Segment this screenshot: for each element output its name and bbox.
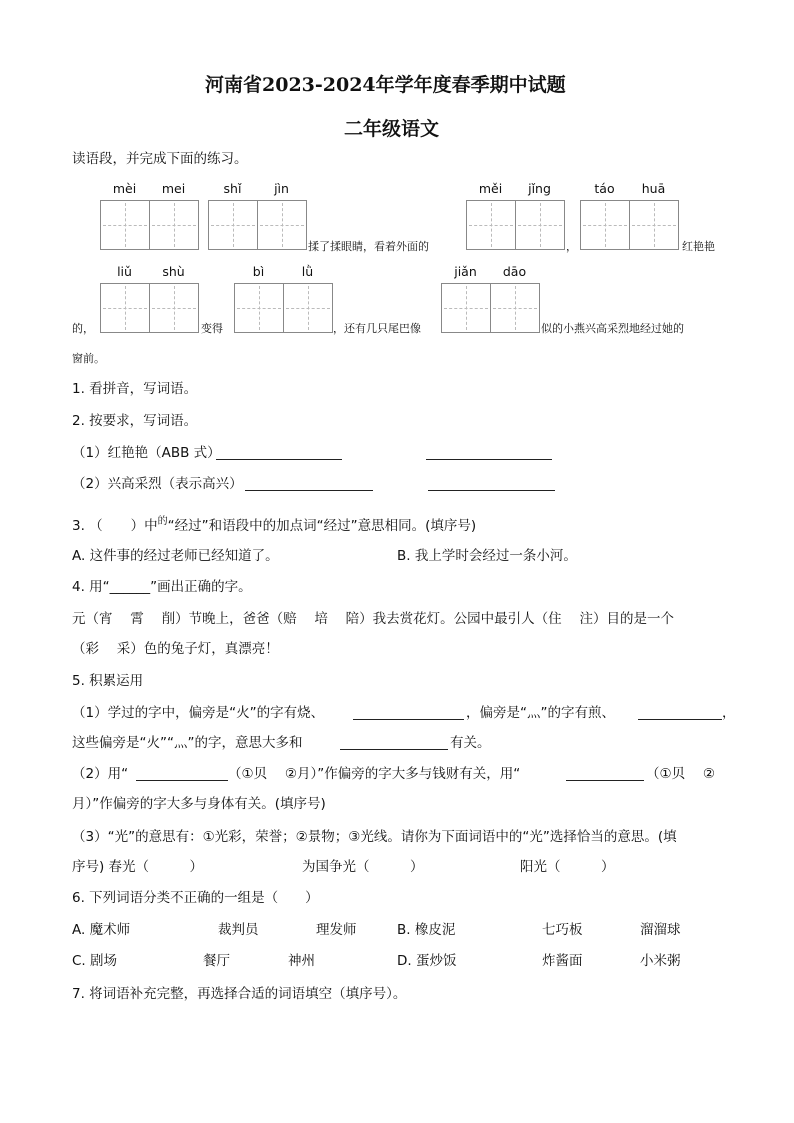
passage-text: ，还有几只尾巴像 [333, 322, 421, 335]
pinyin: shǐ [223, 181, 242, 196]
q6-b1: B. 橡皮泥 [397, 922, 456, 938]
answer-line[interactable] [353, 719, 464, 720]
pinyin: liǔ [117, 264, 132, 279]
question-7: 7. 将词语补充完整，再选择合适的词语填空（填序号）。 [72, 986, 407, 1002]
passage-text: 变得 [201, 322, 223, 335]
pinyin: lǜ [301, 264, 314, 279]
pinyin: mei [161, 181, 186, 196]
pinyin: měi [478, 181, 503, 196]
pinyin: jiǎn [454, 264, 477, 279]
answer-line[interactable] [245, 490, 373, 491]
answer-line[interactable] [136, 780, 228, 781]
answer-line[interactable] [638, 719, 722, 720]
question-4-line2: （彩 采）色的兔子灯，真漂亮！ [72, 641, 279, 657]
option-a: A. 这件事的经过老师已经知道了。 [72, 548, 279, 564]
q6-c1: C. 剧场 [72, 953, 118, 969]
passage-text: 红艳艳 [682, 240, 715, 253]
q6-a2: 裁判员 [218, 922, 259, 938]
q6-c3: 神州 [288, 953, 315, 969]
q6-d2: 炸酱面 [542, 953, 583, 969]
q3-mid: ）中 [130, 518, 158, 534]
question-5: 5. 积累运用 [72, 673, 144, 689]
q5-1b: ，偏旁是“灬”的字有煎、 [466, 705, 615, 721]
option-b: B. 我上学时会经过一条小河。 [397, 548, 577, 564]
answer-line[interactable] [216, 459, 342, 460]
writing-grid[interactable] [208, 200, 307, 250]
q5-1e: 有关。 [450, 735, 491, 751]
answer-line[interactable] [340, 749, 448, 750]
writing-grid[interactable] [100, 283, 199, 333]
q6-c2: 餐厅 [203, 953, 230, 969]
passage-text: 的， [72, 322, 94, 335]
question-2: 2. 按要求，写词语。 [72, 413, 198, 429]
writing-grid[interactable] [466, 200, 565, 250]
writing-grid[interactable] [580, 200, 679, 250]
pinyin: bì [252, 264, 265, 279]
q5-3b: 序号) 春光（ ） [72, 859, 204, 875]
question-2a: （1）红艳艳（ABB 式） [72, 445, 221, 461]
q6-b2: 七巧板 [542, 922, 583, 938]
q3-dot: 的 [157, 516, 168, 527]
q3-post: “经过”和语段中的加点词“经过”意思相同。(填序号) [167, 518, 477, 534]
q5-2d: 月）”作偏旁的字大多与身体有关。(填序号) [72, 796, 326, 812]
pinyin: shù [162, 264, 185, 279]
writing-grid[interactable] [100, 200, 199, 250]
answer-line[interactable] [426, 459, 552, 460]
question-1: 1. 看拼音，写词语。 [72, 381, 198, 397]
q5-3d: 阳光（ ） [520, 859, 615, 875]
pinyin: jǐng [528, 181, 551, 196]
answer-line[interactable] [428, 490, 555, 491]
pinyin: dāo [502, 264, 527, 279]
q5-2b: （①贝 ②月）”作偏旁的字大多与钱财有关，用“ [228, 766, 521, 782]
writing-grid[interactable] [234, 283, 333, 333]
q5-1a: （1）学过的字中，偏旁是“火”的字有烧、 [72, 705, 325, 721]
q5-1c: ， [722, 705, 736, 721]
question-2b: （2）兴高采烈（表示高兴） [72, 476, 243, 492]
pinyin: huā [641, 181, 666, 196]
writing-grid[interactable] [441, 283, 540, 333]
passage-text: 似的小燕兴高采烈地经过她的 [541, 322, 684, 335]
q6-d1: D. 蛋炒饭 [397, 953, 457, 969]
q5-3c: 为国争光（ ） [302, 859, 424, 875]
q6-a3: 理发师 [316, 922, 357, 938]
q5-2a: （2）用“ [72, 766, 129, 782]
passage-text: 窗前。 [72, 352, 105, 365]
question-6: 6. 下列词语分类不正确的一组是（ ） [72, 890, 319, 906]
q6-b3: 溜溜球 [640, 922, 681, 938]
question-4: 4. 用“______”画出正确的字。 [72, 579, 252, 595]
q5-3a: （3）“光”的意思有：①光彩，荣誉；②景物；③光线。请你为下面词语中的“光”选择恰当的意思。(填 [72, 829, 677, 845]
page-title: 河南省2023-2024年学年度春季期中试题 [205, 74, 566, 96]
q6-d3: 小米粥 [640, 953, 681, 969]
q3-pre: 3. （ [72, 518, 103, 534]
passage-text: ， [566, 240, 577, 253]
page-subtitle: 二年级语文 [344, 118, 440, 140]
q5-1d: 这些偏旁是“火”“灬”的字，意思大多和 [72, 735, 303, 751]
q5-2c: （①贝 ② [646, 766, 715, 782]
pinyin: mèi [112, 181, 137, 196]
pinyin: táo [594, 181, 615, 196]
q6-a1: A. 魔术师 [72, 922, 131, 938]
question-4-line1: 元（宵 霄 削）节晚上，爸爸（赔 培 陪）我去赏花灯。公园中最引人（住 注）目的是一个 [72, 611, 674, 627]
intro-text: 读语段，并完成下面的练习。 [72, 151, 248, 167]
pinyin: jìn [274, 181, 289, 196]
passage-text: 揉了揉眼睛，看着外面的 [308, 240, 429, 253]
answer-line[interactable] [566, 780, 644, 781]
question-3 [72, 513, 476, 535]
